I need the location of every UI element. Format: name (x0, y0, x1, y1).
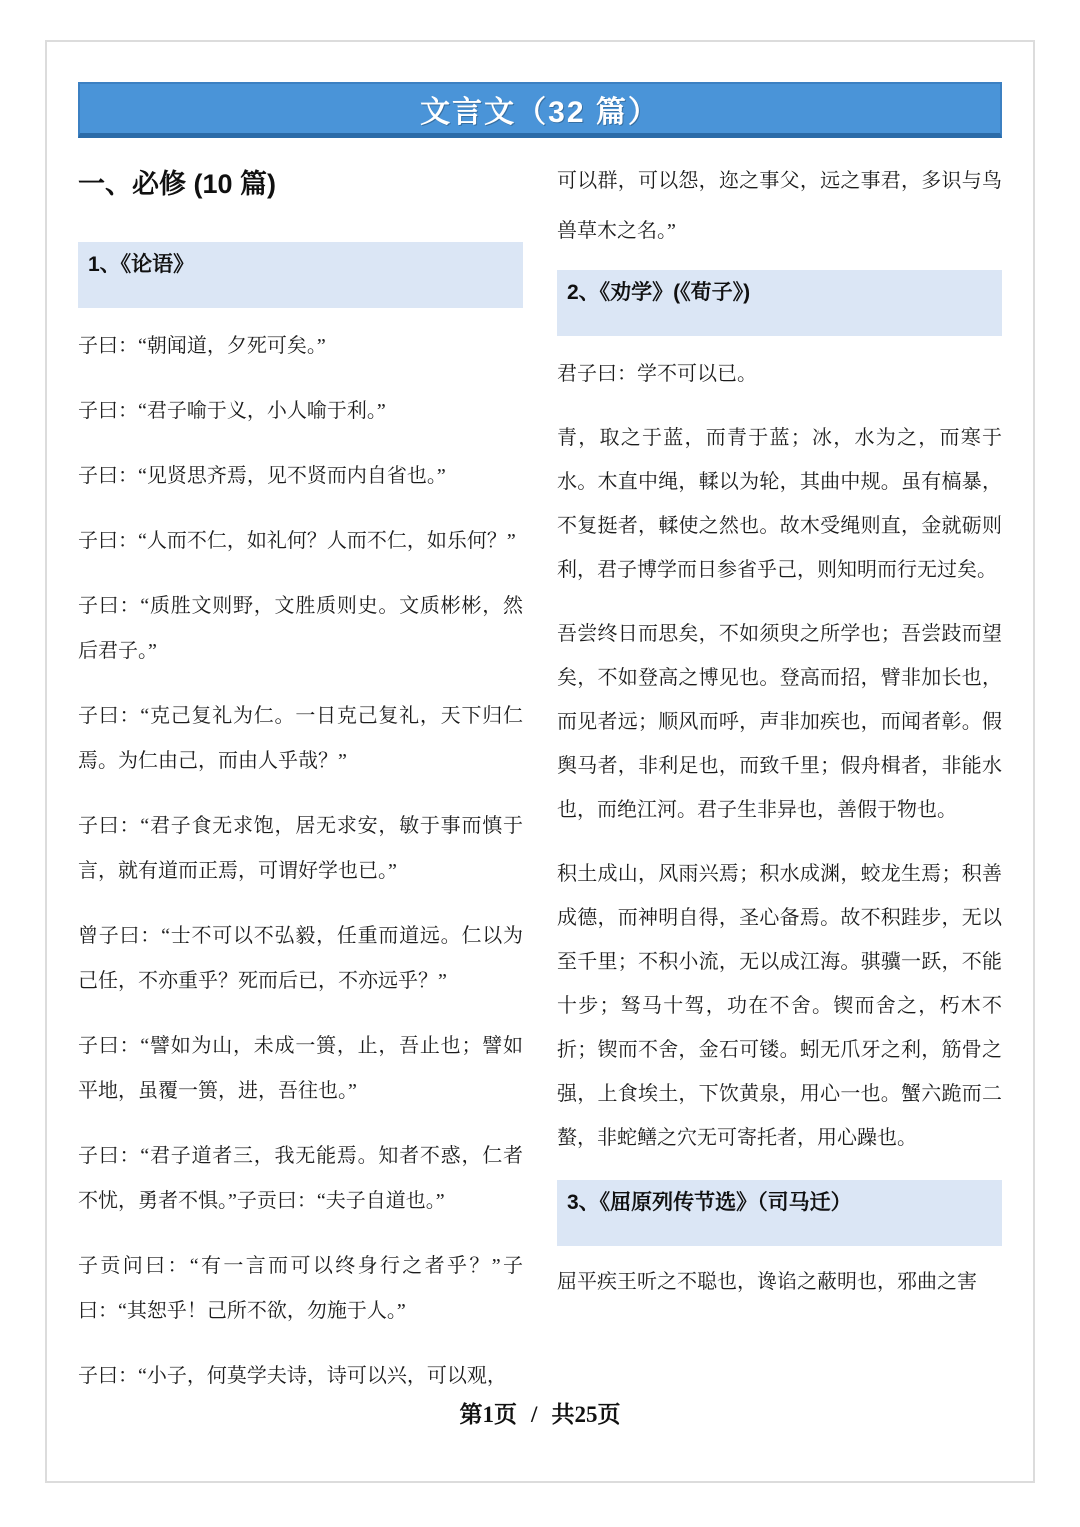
paragraph-continuation: 可以群，可以怨，迩之事父，远之事君，多识与鸟兽草木之名。” (557, 170, 1002, 242)
paragraph: 子曰：“朝闻道，夕死可矣。” (78, 335, 326, 357)
unit-heading: 一、必修 (10 篇) (78, 169, 277, 199)
banner-title: 文言文（32 篇） (420, 95, 660, 129)
paragraph: 子曰：“见贤思齐焉，见不贤而内自省也。” (78, 465, 446, 487)
two-column-layout (78, 156, 1002, 1419)
page-separator: / (531, 1402, 538, 1427)
left-column (78, 156, 523, 1419)
section-header-lunyu: 1、《论语》 (78, 242, 523, 308)
paragraph: 子曰：“君子食无求饱，居无求安，敏于事而慎于言，就有道而正焉，可谓好学也已。” (78, 815, 523, 882)
section-header-quanxue: 2、《劝学》(《荀子》) (557, 270, 1002, 336)
page-footer (47, 1396, 1033, 1429)
document-page (45, 40, 1035, 1483)
paragraph: 屈平疾王听之不聪也，谗谄之蔽明也，邪曲之害 (557, 1271, 977, 1293)
current-page-label: 第1页 (459, 1402, 518, 1427)
section-header-quyuan: 3、《屈原列传节选》（司马迁） (557, 1180, 1002, 1246)
paragraph: 子曰：“质胜文则野，文胜质则史。文质彬彬，然后君子。” (78, 595, 523, 662)
total-pages-label: 共25页 (551, 1402, 621, 1427)
paragraph: 子曰：“君子道者三，我无能焉。知者不惑，仁者不忧，勇者不惧。”子贡曰：“夫子自道也。” (78, 1145, 523, 1212)
paragraph: 曾子曰：“士不可以不弘毅，任重而道远。仁以为己任，不亦重乎？死而后已，不亦远乎？” (78, 925, 523, 992)
paragraph: 吾尝终日而思矣，不如须臾之所学也；吾尝跂而望矣，不如登高之博见也。登高而招，臂非加长也，而见者远；顺风而呼，声非加疾也，而闻者彰。假舆马者，非利足也，而致千里；假舟楫者，非能水也，而绝江河。君子生非异也，善假于物也。 (557, 623, 1002, 821)
paragraph: 积土成山，风雨兴焉；积水成渊，蛟龙生焉；积善成德，而神明自得，圣心备焉。故不积跬步，无以至千里；不积小流，无以成江海。骐骥一跃，不能十步；驽马十驾，功在不舍。锲而舍之，朽木不折；锲而不舍，金石可镂。蚓无爪牙之利，筋骨之强，上食埃土，下饮黄泉，用心一也。蟹六跪而二螯，非蛇鳝之穴无可寄托者，用心躁也。 (557, 863, 1002, 1149)
paragraph: 子曰：“人而不仁，如礼何？人而不仁，如乐何？” (78, 530, 516, 552)
title-banner (78, 82, 1002, 138)
paragraph: 青，取之于蓝，而青于蓝；冰，水为之，而寒于水。木直中绳，輮以为轮，其曲中规。虽有槁暴，不复挺者，輮使之然也。故木受绳则直，金就砺则利，君子博学而日参省乎己，则知明而行无过矣。 (557, 427, 1002, 581)
paragraph: 子曰：“譬如为山，未成一篑，止，吾止也；譬如平地，虽覆一篑，进，吾往也。” (78, 1035, 523, 1102)
paragraph: 子曰：“克己复礼为仁。一日克己复礼，天下归仁焉。为仁由己，而由人乎哉？” (78, 705, 523, 772)
right-column (557, 156, 1002, 1324)
paragraph: 子曰：“君子喻于义，小人喻于利。” (78, 400, 386, 422)
paragraph: 子曰：“小子，何莫学夫诗，诗可以兴，可以观， (78, 1365, 507, 1387)
paragraph: 子贡问曰：“有一言而可以终身行之者乎？”子曰：“其恕乎！己所不欲，勿施于人。” (78, 1255, 523, 1322)
paragraph: 君子曰：学不可以已。 (557, 363, 757, 385)
